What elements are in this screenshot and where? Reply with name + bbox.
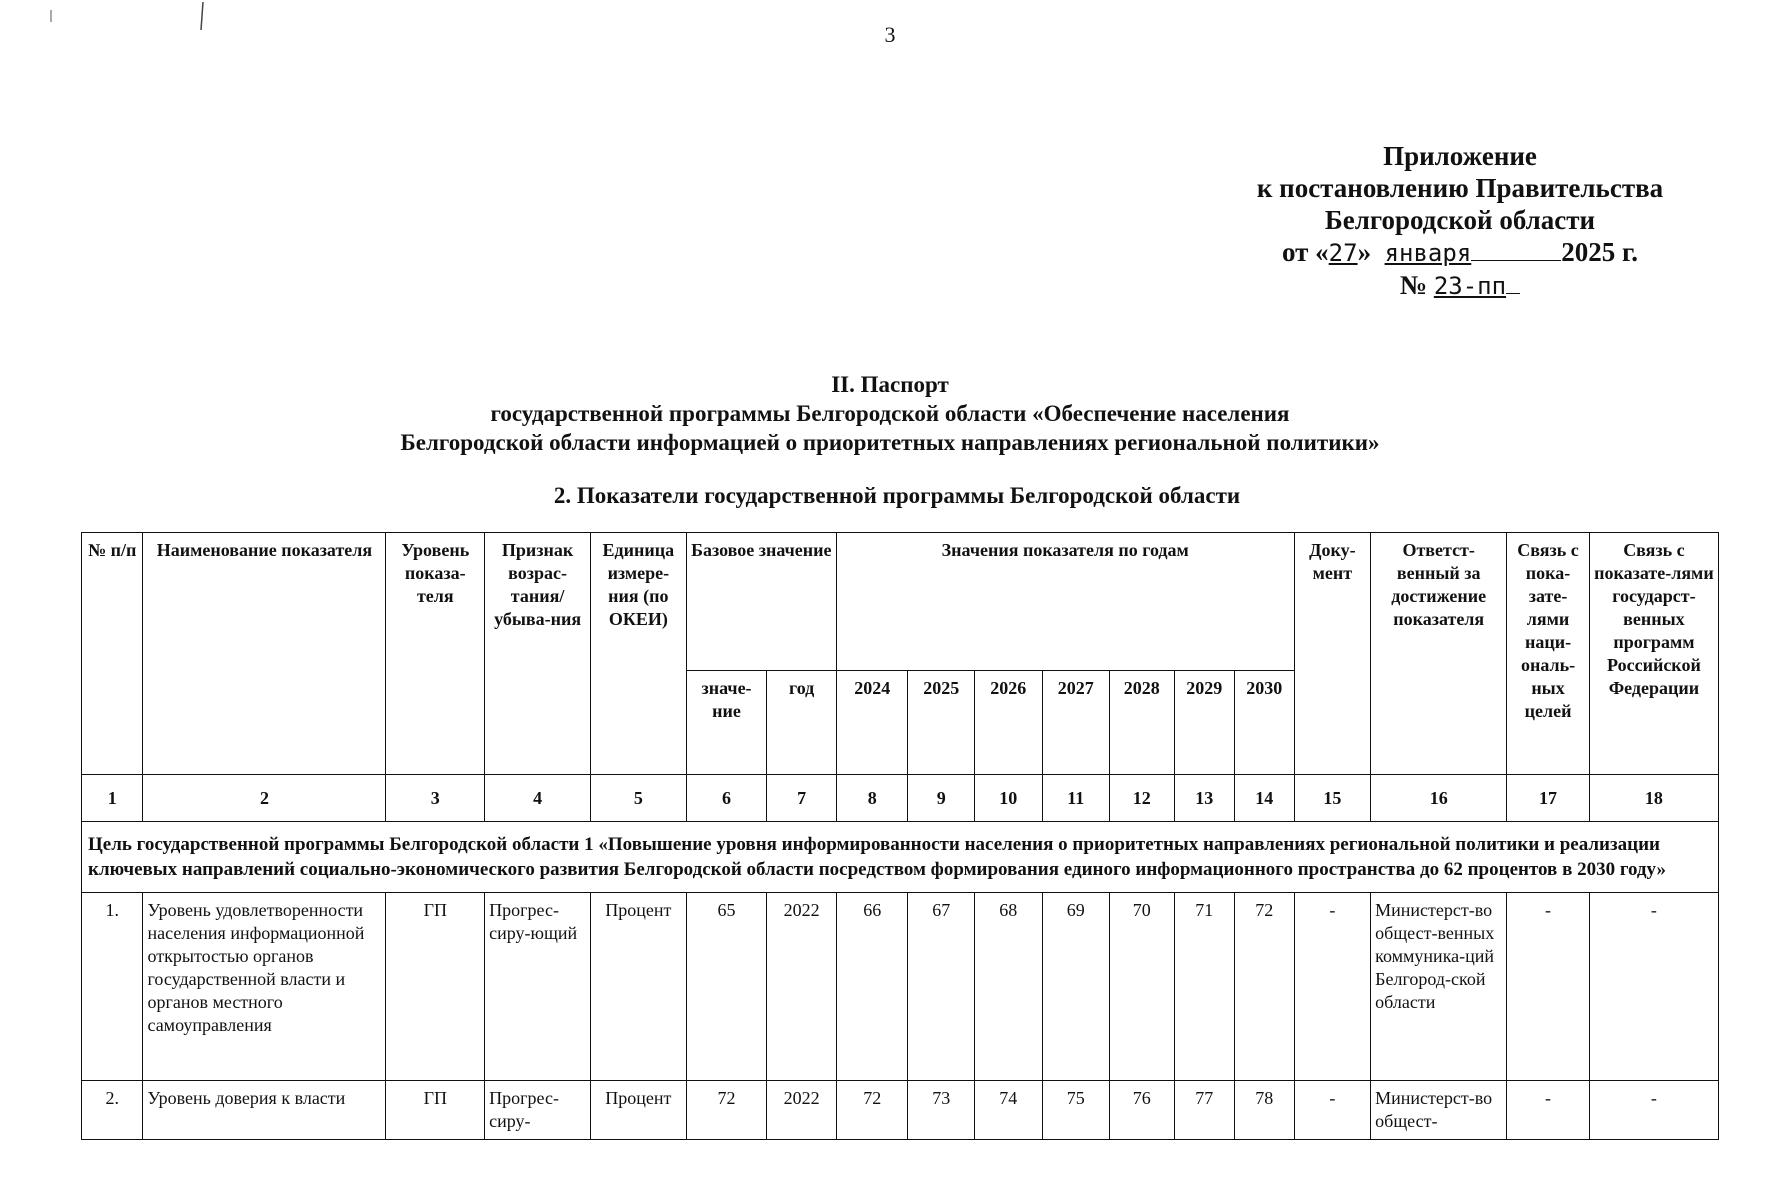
column-number: 13: [1174, 775, 1234, 822]
annex-year: 2025 г.: [1561, 237, 1638, 267]
row-value: 69: [1042, 893, 1110, 1081]
section-title: 2. Показатели государственной программы Белгородской области: [553, 483, 1241, 508]
annex-block: [1240, 140, 1680, 302]
row-num: 2.: [82, 1081, 143, 1140]
row-value: 66: [836, 893, 908, 1081]
row-unit: Процент: [590, 893, 686, 1081]
row-value: 67: [908, 893, 975, 1081]
row-value: 75: [1042, 1081, 1110, 1140]
header-link-state: Связь с показате-лями государст-венных программ Российской Федерации: [1589, 533, 1718, 775]
indicators-table: [81, 532, 1719, 1140]
row-sign: Прогрес-сиру-ющий: [485, 893, 591, 1081]
annex-date: от «27» января 2025 г.: [1282, 237, 1638, 267]
row-responsible: Министерст-во общест-венных коммуника-ций Белгород-ской области: [1371, 893, 1507, 1081]
header-year: 2024: [836, 671, 908, 775]
row-num: 1.: [82, 893, 143, 1081]
header-years-group: Значения показателя по годам: [836, 533, 1294, 671]
row-level: ГП: [386, 893, 485, 1081]
column-number: 6: [686, 775, 767, 822]
row-base-value: 72: [686, 1081, 767, 1140]
title-line-1: II. Паспорт: [831, 372, 949, 397]
header-year: 2028: [1110, 671, 1175, 775]
column-number: 17: [1507, 775, 1590, 822]
title-line-3: Белгородской области информацией о приоритетных направлениях региональной политики»: [400, 430, 1380, 455]
header-level: Уровень показа-теля: [386, 533, 485, 775]
header-link-national: Связь с пока-зате-лями наци-ональ-ных целей: [1507, 533, 1590, 775]
header-base-year: год: [767, 671, 837, 775]
table-row: [82, 893, 1719, 1081]
header-base-value: значе-ние: [686, 671, 767, 775]
header-row-1: [82, 533, 1719, 671]
row-name: Уровень доверия к власти: [143, 1081, 386, 1140]
annex-title: Приложение: [1383, 141, 1537, 171]
row-doc: -: [1294, 893, 1371, 1081]
row-sign: Прогрес-сиру-: [485, 1081, 591, 1140]
header-base: Базовое значение: [686, 533, 836, 671]
row-base-year: 2022: [767, 893, 837, 1081]
annex-line-2: к постановлению Правительства: [1256, 173, 1664, 203]
row-value: 76: [1110, 1081, 1175, 1140]
header-responsible: Ответст-венный за достижение показателя: [1371, 533, 1507, 775]
row-value: 72: [836, 1081, 908, 1140]
row-value: 72: [1235, 893, 1295, 1081]
header-year: 2025: [908, 671, 975, 775]
row-link-national: -: [1507, 1081, 1590, 1140]
row-link-state: -: [1589, 1081, 1718, 1140]
header-num: № п/п: [82, 533, 143, 775]
column-number: 9: [908, 775, 975, 822]
annex-day: 27: [1328, 239, 1358, 267]
title-line-2: государственной программы Белгородской области «Обеспечение населения: [490, 401, 1290, 426]
row-unit: Процент: [590, 1081, 686, 1140]
column-number: 10: [974, 775, 1042, 822]
column-number: 3: [386, 775, 485, 822]
table-row: [82, 1081, 1719, 1140]
annex-date-blank: [1471, 238, 1561, 261]
column-number: 16: [1371, 775, 1507, 822]
header-year: 2029: [1174, 671, 1234, 775]
page-number: 3: [884, 22, 896, 47]
header-year: 2030: [1235, 671, 1295, 775]
row-value: 74: [974, 1081, 1042, 1140]
column-number: 7: [767, 775, 837, 822]
header-doc: Доку-мент: [1294, 533, 1371, 775]
row-value: 71: [1174, 893, 1234, 1081]
row-responsible: Министерст-во общест-: [1371, 1081, 1507, 1140]
column-number: 12: [1110, 775, 1175, 822]
annex-month: января: [1384, 239, 1472, 267]
row-value: 73: [908, 1081, 975, 1140]
row-value: 68: [974, 893, 1042, 1081]
header-year: 2026: [974, 671, 1042, 775]
column-number: 8: [836, 775, 908, 822]
row-base-value: 65: [686, 893, 767, 1081]
column-number: 2: [143, 775, 386, 822]
column-number: 15: [1294, 775, 1371, 822]
row-value: 77: [1174, 1081, 1234, 1140]
column-number: 1: [82, 775, 143, 822]
column-number: 14: [1235, 775, 1295, 822]
annex-number: № 23-пп: [1240, 269, 1680, 302]
row-doc: -: [1294, 1081, 1371, 1140]
row-value: 70: [1110, 893, 1175, 1081]
goal-text: Цель государственной программы Белгородской области 1 «Повышение уровня информированности населения о приоритетных направлениях региональной политики и реализации ключевых направлений социально-экономического развития Белгородской области посредством формирования единого информационного пространства до 62 процентов в 2030 году»: [82, 822, 1719, 893]
column-number: 5: [590, 775, 686, 822]
row-name: Уровень удовлетворенности населения информационной открытостью органов государственной власти и органов местного самоуправления: [143, 893, 386, 1081]
row-level: ГП: [386, 1081, 485, 1140]
header-name: Наименование показателя: [143, 533, 386, 775]
column-number: 11: [1042, 775, 1110, 822]
document-title: [0, 370, 1780, 457]
annex-line-3: Белгородской области: [1324, 205, 1596, 235]
annex-number-value: 23-пп: [1433, 272, 1507, 300]
row-value: 78: [1235, 1081, 1295, 1140]
row-link-national: -: [1507, 893, 1590, 1081]
column-numbers-row: [82, 775, 1719, 822]
row-link-state: -: [1589, 893, 1718, 1081]
header-sign: Признак возрас-тания/ убыва-ния: [485, 533, 591, 775]
row-base-year: 2022: [767, 1081, 837, 1140]
column-number: 18: [1589, 775, 1718, 822]
header-unit: Единица измере-ния (по ОКЕИ): [590, 533, 686, 775]
header-year: 2027: [1042, 671, 1110, 775]
goal-row: [82, 822, 1719, 893]
column-number: 4: [485, 775, 591, 822]
